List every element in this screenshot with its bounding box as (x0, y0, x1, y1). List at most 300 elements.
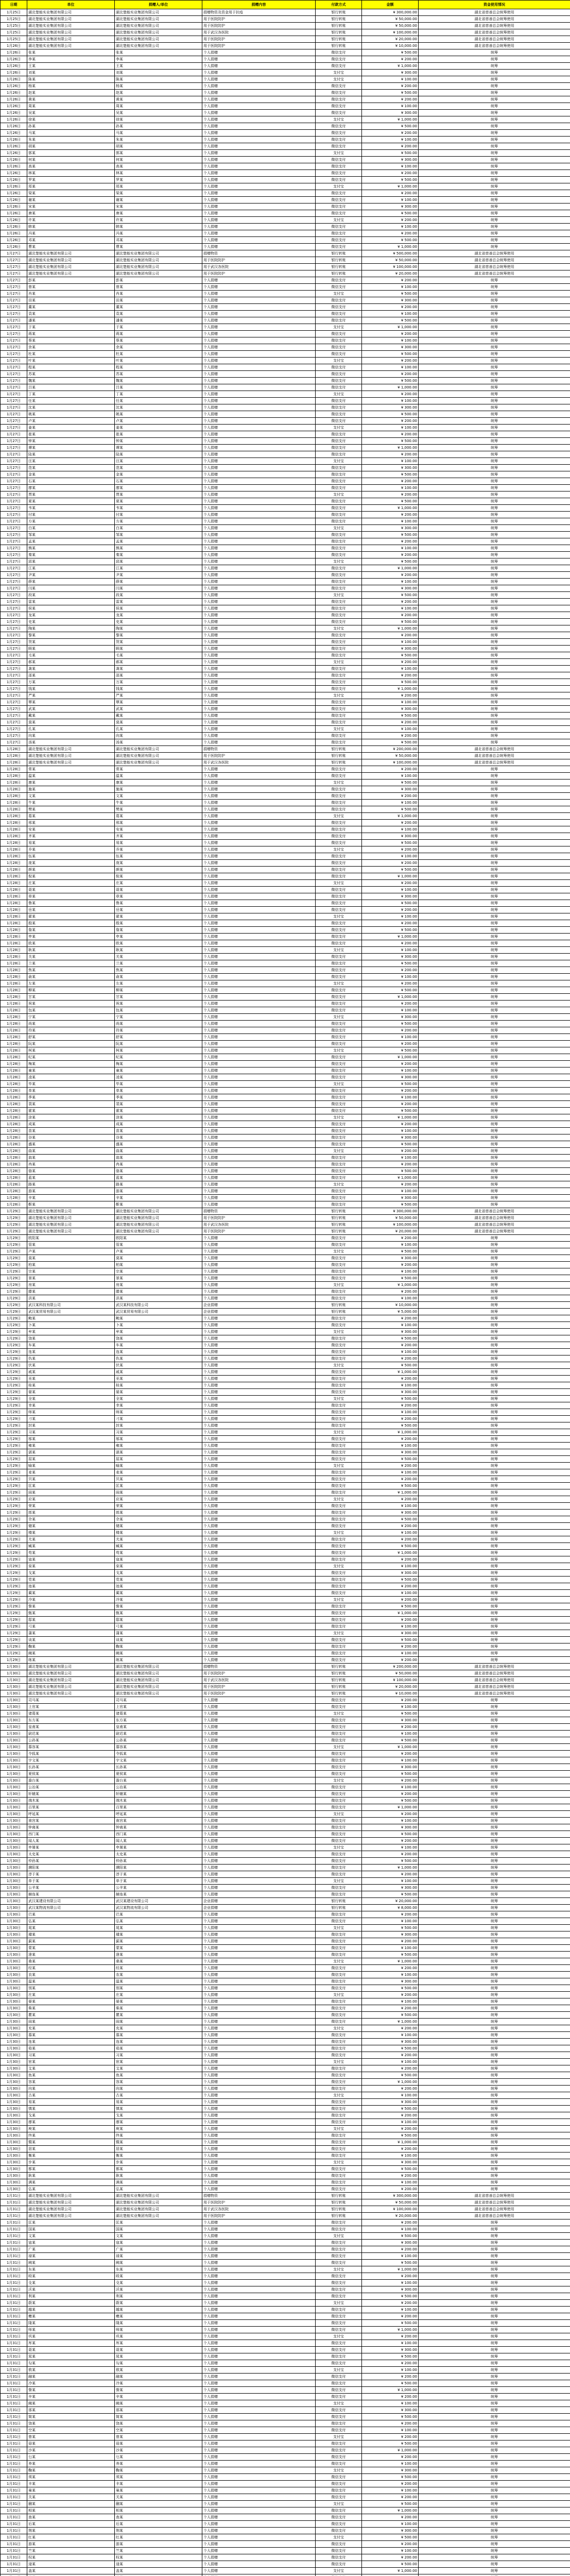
cell-date: 1月28日 (1, 967, 27, 974)
cell-unit: 肖某 (27, 291, 115, 297)
cell-usage: 统筹 (419, 1376, 570, 1382)
cell-usage: 统筹 (419, 1021, 570, 1027)
cell-date: 1月27日 (1, 257, 27, 264)
cell-amount: ¥ 500.00 (362, 2320, 419, 2327)
cell-donor: 夔某 (115, 2313, 202, 2320)
cell-content: 个人捐赠 (202, 1041, 316, 1047)
cell-amount: ¥ 1,000.00 (362, 1175, 419, 1181)
cell-date: 1月30日 (1, 1831, 27, 1838)
cell-payment: 支付宝 (316, 1710, 362, 1717)
cell-date: 1月27日 (1, 478, 27, 485)
cell-payment: 支付宝 (316, 291, 362, 297)
cell-date: 1月29日 (1, 1409, 27, 1416)
cell-donor: 勾某 (115, 2360, 202, 2367)
cell-unit: 后某 (27, 2521, 115, 2528)
cell-payment: 微信支付 (316, 2521, 362, 2528)
cell-payment: 微信支付 (316, 1067, 362, 1074)
table-row (1, 686, 570, 692)
cell-amount: ¥ 200.00 (362, 940, 419, 947)
cell-unit: 戈某 (27, 1570, 115, 1577)
cell-content: 个人捐赠 (202, 2487, 316, 2494)
cell-usage: 统筹 (419, 2119, 570, 2126)
cell-payment: 微信支付 (316, 2360, 362, 2367)
cell-donor: 司马某 (115, 1697, 202, 1704)
cell-donor: 侯某 (115, 605, 202, 612)
cell-content: 个人捐赠 (202, 2420, 316, 2427)
cell-date: 1月31日 (1, 2293, 27, 2300)
cell-content: 个人捐赠 (202, 2240, 316, 2246)
table-row (1, 76, 570, 83)
cell-unit: 冉某 (27, 1161, 115, 1168)
cell-date: 1月29日 (1, 1463, 27, 1469)
cell-payment: 微信支付 (316, 900, 362, 907)
cell-amount: ¥ 100.00 (362, 1784, 419, 1791)
cell-usage: 统筹 (419, 1007, 570, 1014)
cell-date: 1月31日 (1, 2253, 27, 2260)
table-row (1, 2568, 570, 2574)
cell-amount: ¥ 200.00 (362, 1001, 419, 1007)
cell-content: 捐赠物资 (202, 250, 316, 257)
table-row (1, 1248, 570, 1255)
cell-content: 个人捐赠 (202, 1094, 316, 1101)
cell-usage: 统筹 (419, 1710, 570, 1717)
cell-amount: ¥ 500.00 (362, 2260, 419, 2266)
cell-amount: ¥ 200.00 (362, 2219, 419, 2226)
cell-donor: 湖北楚能实业集团有限公司 (115, 753, 202, 759)
cell-donor: 仇某 (115, 1355, 202, 1362)
table-row (1, 518, 570, 525)
cell-donor: 刘某 (115, 70, 202, 76)
table-row (1, 425, 570, 431)
cell-date: 1月29日 (1, 1222, 27, 1228)
cell-unit: 湖北楚能实业集团有限公司 (27, 2206, 115, 2213)
cell-donor: 湖北楚能实业集团有限公司 (115, 1684, 202, 1690)
cell-donor: 盛某 (115, 1141, 202, 1148)
cell-date: 1月30日 (1, 2059, 27, 2065)
cell-payment: 微信支付 (316, 672, 362, 679)
cell-amount: ¥ 500.00 (362, 1422, 419, 1429)
cell-amount: ¥ 1,000.00 (362, 1429, 419, 1436)
cell-donor: 闻人某 (115, 1838, 202, 1844)
cell-amount: ¥ 100.00 (362, 699, 419, 706)
cell-donor: 蔡某 (115, 337, 202, 344)
cell-donor: 卢某 (115, 1248, 202, 1255)
cell-donor: 武汉某物流有限公司 (115, 1905, 202, 1911)
cell-content: 个人捐赠 (202, 2313, 316, 2320)
cell-date: 1月30日 (1, 2045, 27, 2052)
cell-usage: 统筹 (419, 1757, 570, 1764)
cell-usage: 统筹 (419, 1322, 570, 1329)
cell-payment: 微信支付 (316, 1041, 362, 1047)
cell-content: 个人捐赠 (202, 1322, 316, 1329)
cell-donor: 伏某 (115, 1362, 202, 1369)
table-row (1, 2394, 570, 2400)
cell-usage: 统筹 (419, 404, 570, 411)
table-row (1, 230, 570, 237)
cell-date: 1月31日 (1, 2226, 27, 2233)
cell-donor: 贾某 (115, 492, 202, 498)
cell-unit: 慕容某 (27, 1744, 115, 1751)
cell-date: 1月28日 (1, 873, 27, 880)
cell-amount: ¥ 100.00 (362, 1757, 419, 1764)
cell-donor: 阚某 (115, 1650, 202, 1657)
table-row (1, 2554, 570, 2561)
cell-date: 1月30日 (1, 2005, 27, 2012)
cell-unit: 艾某 (27, 2065, 115, 2072)
cell-amount: ¥ 1,000.00 (362, 244, 419, 250)
cell-usage: 统筹 (419, 652, 570, 659)
cell-amount: ¥ 500,000.00 (362, 250, 419, 257)
cell-payment: 支付宝 (316, 1081, 362, 1088)
table-row (1, 1235, 570, 1242)
cell-date: 1月29日 (1, 1536, 27, 1543)
cell-date: 1月27日 (1, 358, 27, 364)
cell-payment: 微信支付 (316, 1965, 362, 1972)
cell-unit: 武汉某科技有限公司 (27, 1302, 115, 1309)
cell-content: 个人捐赠 (202, 773, 316, 779)
cell-donor: 阎某 (115, 2019, 202, 2025)
cell-usage: 统筹 (419, 284, 570, 291)
cell-amount: ¥ 50,000.00 (362, 1670, 419, 1677)
cell-unit: 骆某 (27, 1168, 115, 1175)
cell-date: 1月28日 (1, 913, 27, 920)
cell-payment: 微信支付 (316, 666, 362, 672)
cell-content: 捐赠物资 (202, 1208, 316, 1215)
cell-unit: 游某 (27, 2541, 115, 2548)
cell-usage: 统筹 (419, 733, 570, 739)
cell-donor: 幸某 (115, 1402, 202, 1409)
cell-content: 个人捐赠 (202, 893, 316, 900)
cell-usage: 统筹 (419, 2153, 570, 2159)
cell-usage: 统筹 (419, 1657, 570, 1664)
cell-content: 用于医院防护 (202, 1670, 316, 1677)
table-row (1, 1469, 570, 1476)
cell-donor: 凌某 (115, 1074, 202, 1081)
cell-payment: 微信支付 (316, 284, 362, 291)
cell-content: 个人捐赠 (202, 1483, 316, 1489)
cell-donor: 温某 (115, 773, 202, 779)
cell-date: 1月30日 (1, 1945, 27, 1952)
cell-usage: 统筹 (419, 2273, 570, 2280)
table-row (1, 2353, 570, 2360)
cell-payment: 微信支付 (316, 2039, 362, 2045)
cell-date: 1月31日 (1, 2360, 27, 2367)
table-row (1, 1617, 570, 1623)
cell-content: 个人捐赠 (202, 1550, 316, 1556)
cell-date: 1月29日 (1, 1396, 27, 1402)
cell-donor: 上官某 (115, 1704, 202, 1710)
cell-date: 1月27日 (1, 277, 27, 284)
table-row (1, 1101, 570, 1108)
cell-donor: 聂某 (115, 2347, 202, 2353)
cell-payment: 微信支付 (316, 337, 362, 344)
cell-date: 1月29日 (1, 1349, 27, 1355)
table-row (1, 2039, 570, 2045)
cell-usage: 统筹 (419, 137, 570, 143)
cell-unit: 湖北楚能实业集团有限公司 (27, 270, 115, 277)
cell-content: 个人捐赠 (202, 1871, 316, 1878)
table-row (1, 70, 570, 76)
table-row (1, 1878, 570, 1885)
cell-usage: 统筹 (419, 800, 570, 806)
cell-usage: 统筹 (419, 2032, 570, 2039)
cell-payment: 微信支付 (316, 773, 362, 779)
cell-payment: 支付宝 (316, 913, 362, 920)
cell-unit: 湖北楚能实业集团有限公司 (27, 1684, 115, 1690)
cell-amount: ¥ 100,000.00 (362, 264, 419, 270)
cell-donor: 蓝某 (115, 1175, 202, 1181)
cell-content: 个人捐赠 (202, 840, 316, 846)
cell-usage: 统筹 (419, 625, 570, 632)
cell-unit: 湖北楚能实业集团有限公司 (27, 1208, 115, 1215)
cell-usage: 统筹 (419, 1844, 570, 1851)
cell-date: 1月29日 (1, 1603, 27, 1610)
cell-content: 个人捐赠 (202, 1824, 316, 1831)
table-row (1, 1945, 570, 1952)
cell-usage: 统筹 (419, 2012, 570, 2019)
cell-donor: 公羊某 (115, 1885, 202, 1891)
cell-payment: 微信支付 (316, 398, 362, 404)
cell-unit: 宁某 (27, 1014, 115, 1021)
cell-unit: 邢某 (27, 820, 115, 826)
cell-content: 个人捐赠 (202, 873, 316, 880)
cell-amount: ¥ 200.00 (362, 1235, 419, 1242)
cell-amount: ¥ 200.00 (362, 170, 419, 177)
cell-amount: ¥ 200.00 (362, 1436, 419, 1443)
cell-unit: 楼某 (27, 1530, 115, 1536)
cell-content: 个人捐赠 (202, 2266, 316, 2273)
table-row (1, 1570, 570, 1577)
cell-amount: ¥ 200.00 (362, 572, 419, 579)
cell-date: 1月28日 (1, 1101, 27, 1108)
cell-unit: 百里某 (27, 1804, 115, 1811)
cell-payment: 微信支付 (316, 652, 362, 659)
cell-payment: 微信支付 (316, 2514, 362, 2521)
table-row (1, 1684, 570, 1690)
cell-donor: 湖北楚能实业集团有限公司 (115, 1208, 202, 1215)
cell-content: 个人捐赠 (202, 2521, 316, 2528)
cell-content: 个人捐赠 (202, 974, 316, 980)
table-row (1, 2032, 570, 2039)
cell-amount: ¥ 500.00 (362, 411, 419, 418)
header-date: 日期 (1, 1, 27, 9)
cell-donor: 俞某 (115, 974, 202, 980)
cell-payment: 微信支付 (316, 1871, 362, 1878)
table-row (1, 679, 570, 686)
table-row (1, 873, 570, 880)
cell-unit: 凌某 (27, 1074, 115, 1081)
table-row (1, 1784, 570, 1791)
cell-usage: 统筹 (419, 1108, 570, 1114)
cell-payment: 微信支付 (316, 411, 362, 418)
cell-unit: 国某 (27, 2226, 115, 2233)
cell-donor: 霍某 (115, 1108, 202, 1114)
cell-usage: 统筹 (419, 2179, 570, 2186)
cell-donor: 谢某 (115, 197, 202, 204)
table-row (1, 1664, 570, 1670)
cell-unit: 隆某 (27, 2320, 115, 2327)
cell-usage: 统筹 (419, 1335, 570, 1342)
cell-donor: 庄某 (115, 880, 202, 887)
table-row (1, 2521, 570, 2528)
cell-donor: 湖北楚能实业集团有限公司 (115, 2206, 202, 2213)
cell-date: 1月30日 (1, 2146, 27, 2153)
cell-usage: 统筹 (419, 1329, 570, 1335)
cell-donor: 习某 (115, 2052, 202, 2059)
cell-content: 个人捐赠 (202, 666, 316, 672)
cell-content: 个人捐赠 (202, 404, 316, 411)
cell-date: 1月27日 (1, 505, 27, 512)
cell-content: 个人捐赠 (202, 2347, 316, 2353)
cell-payment: 微信支付 (316, 1141, 362, 1148)
table-row (1, 1818, 570, 1824)
cell-amount: ¥ 100.00 (362, 2119, 419, 2126)
cell-payment: 微信支付 (316, 793, 362, 800)
cell-unit: 孙某 (27, 123, 115, 130)
table-row (1, 471, 570, 478)
cell-content: 个人捐赠 (202, 2226, 316, 2233)
cell-payment: 微信支付 (316, 438, 362, 445)
cell-amount: ¥ 100.00 (362, 398, 419, 404)
cell-usage: 统筹 (419, 2086, 570, 2092)
cell-payment: 微信支付 (316, 1195, 362, 1201)
table-row (1, 384, 570, 391)
cell-amount: ¥ 200.00 (362, 277, 419, 284)
cell-unit: 焦某 (27, 967, 115, 974)
cell-donor: 淳于某 (115, 1871, 202, 1878)
cell-donor: 蔚某 (115, 2300, 202, 2307)
cell-date: 1月28日 (1, 759, 27, 766)
cell-unit: 匡某 (27, 1483, 115, 1489)
cell-usage: 统筹 (419, 2554, 570, 2561)
cell-usage: 统筹 (419, 110, 570, 116)
cell-payment: 支付宝 (316, 1181, 362, 1188)
cell-donor: 易某 (115, 2099, 202, 2106)
cell-amount: ¥ 200.00 (362, 860, 419, 867)
cell-amount: ¥ 100.00 (362, 311, 419, 317)
cell-amount: ¥ 500.00 (362, 1831, 419, 1838)
cell-donor: 童某 (115, 1067, 202, 1074)
cell-unit: 涂某 (27, 1114, 115, 1121)
cell-donor: 赫连某 (115, 1891, 202, 1898)
cell-date: 1月27日 (1, 451, 27, 458)
cell-unit: 皇甫某 (27, 1724, 115, 1731)
cell-amount: ¥ 1,000.00 (362, 1282, 419, 1289)
cell-usage: 统筹 (419, 471, 570, 478)
table-row (1, 940, 570, 947)
cell-donor: 田某 (115, 297, 202, 304)
cell-amount: ¥ 1,000.00 (362, 445, 419, 451)
cell-usage: 统筹 (419, 2507, 570, 2514)
table-row (1, 1670, 570, 1677)
cell-usage: 统筹 (419, 512, 570, 518)
cell-amount: ¥ 100.00 (362, 1704, 419, 1710)
cell-content: 用于武汉各医院 (202, 29, 316, 36)
table-row (1, 2012, 570, 2019)
table-row (1, 204, 570, 210)
cell-amount: ¥ 200.00 (362, 880, 419, 887)
table-row (1, 2447, 570, 2454)
cell-usage: 统筹 (419, 1396, 570, 1402)
cell-donor: 令狐某 (115, 1751, 202, 1757)
cell-amount: ¥ 1,000.00 (362, 505, 419, 512)
cell-usage: 统筹 (419, 1242, 570, 1248)
table-row (1, 1275, 570, 1282)
cell-donor: 游某 (115, 2541, 202, 2548)
cell-content: 个人捐赠 (202, 1275, 316, 1282)
cell-content: 个人捐赠 (202, 371, 316, 378)
cell-amount: ¥ 100.00 (362, 1530, 419, 1536)
cell-date: 1月30日 (1, 2065, 27, 2072)
cell-usage: 统筹 (419, 1034, 570, 1041)
cell-date: 1月27日 (1, 458, 27, 465)
cell-payment: 微信支付 (316, 1650, 362, 1657)
cell-donor: 储某 (115, 1523, 202, 1530)
cell-amount: ¥ 200.00 (362, 1355, 419, 1362)
table-row (1, 1034, 570, 1041)
cell-unit: 厍某 (27, 2340, 115, 2347)
cell-date: 1月31日 (1, 2206, 27, 2213)
cell-payment: 微信支付 (316, 1476, 362, 1483)
cell-date: 1月28日 (1, 1108, 27, 1114)
cell-content: 个人捐赠 (202, 1630, 316, 1637)
table-row (1, 411, 570, 418)
cell-donor: 公冶某 (115, 1784, 202, 1791)
cell-usage: 统筹 (419, 2173, 570, 2179)
table-row (1, 1208, 570, 1215)
cell-donor: 乜某 (115, 2454, 202, 2461)
cell-payment: 银行转账 (316, 2213, 362, 2219)
cell-amount: ¥ 200.00 (362, 719, 419, 726)
cell-content: 个人捐赠 (202, 1255, 316, 1262)
cell-amount: ¥ 300.00 (362, 2240, 419, 2246)
cell-donor: 充某 (115, 2025, 202, 2032)
cell-donor: 晏某 (115, 1998, 202, 2005)
cell-payment: 微信支付 (316, 2139, 362, 2146)
cell-payment: 微信支付 (316, 1355, 362, 1362)
cell-content: 个人捐赠 (202, 940, 316, 947)
table-row (1, 994, 570, 1001)
cell-content: 个人捐赠 (202, 1516, 316, 1523)
cell-amount: ¥ 100.00 (362, 1945, 419, 1952)
table-row (1, 2266, 570, 2273)
table-row (1, 746, 570, 753)
cell-content: 个人捐赠 (202, 1838, 316, 1844)
cell-content: 个人捐赠 (202, 947, 316, 954)
cell-usage: 统筹 (419, 900, 570, 907)
cell-unit: 弘某 (27, 2186, 115, 2193)
cell-amount: ¥ 200.00 (362, 659, 419, 666)
cell-unit: 乔某 (27, 846, 115, 853)
cell-amount: ¥ 500.00 (362, 1737, 419, 1744)
cell-unit: 满某 (27, 2179, 115, 2186)
cell-amount: ¥ 200.00 (362, 692, 419, 699)
cell-payment: 微信支付 (316, 1938, 362, 1945)
cell-amount: ¥ 1,000.00 (362, 116, 419, 123)
cell-date: 1月30日 (1, 1985, 27, 1992)
cell-payment: 支付宝 (316, 1014, 362, 1021)
cell-amount: ¥ 200.00 (362, 766, 419, 773)
cell-donor: 那某 (115, 2407, 202, 2414)
table-row (1, 445, 570, 451)
cell-amount: ¥ 500.00 (362, 619, 419, 625)
cell-unit: 荣某 (27, 1503, 115, 1510)
cell-date: 1月28日 (1, 1001, 27, 1007)
cell-unit: 包某 (27, 1007, 115, 1014)
cell-date: 1月26日 (1, 183, 27, 190)
cell-payment: 微信支付 (316, 1731, 362, 1737)
cell-amount: ¥ 10,000.00 (362, 43, 419, 49)
